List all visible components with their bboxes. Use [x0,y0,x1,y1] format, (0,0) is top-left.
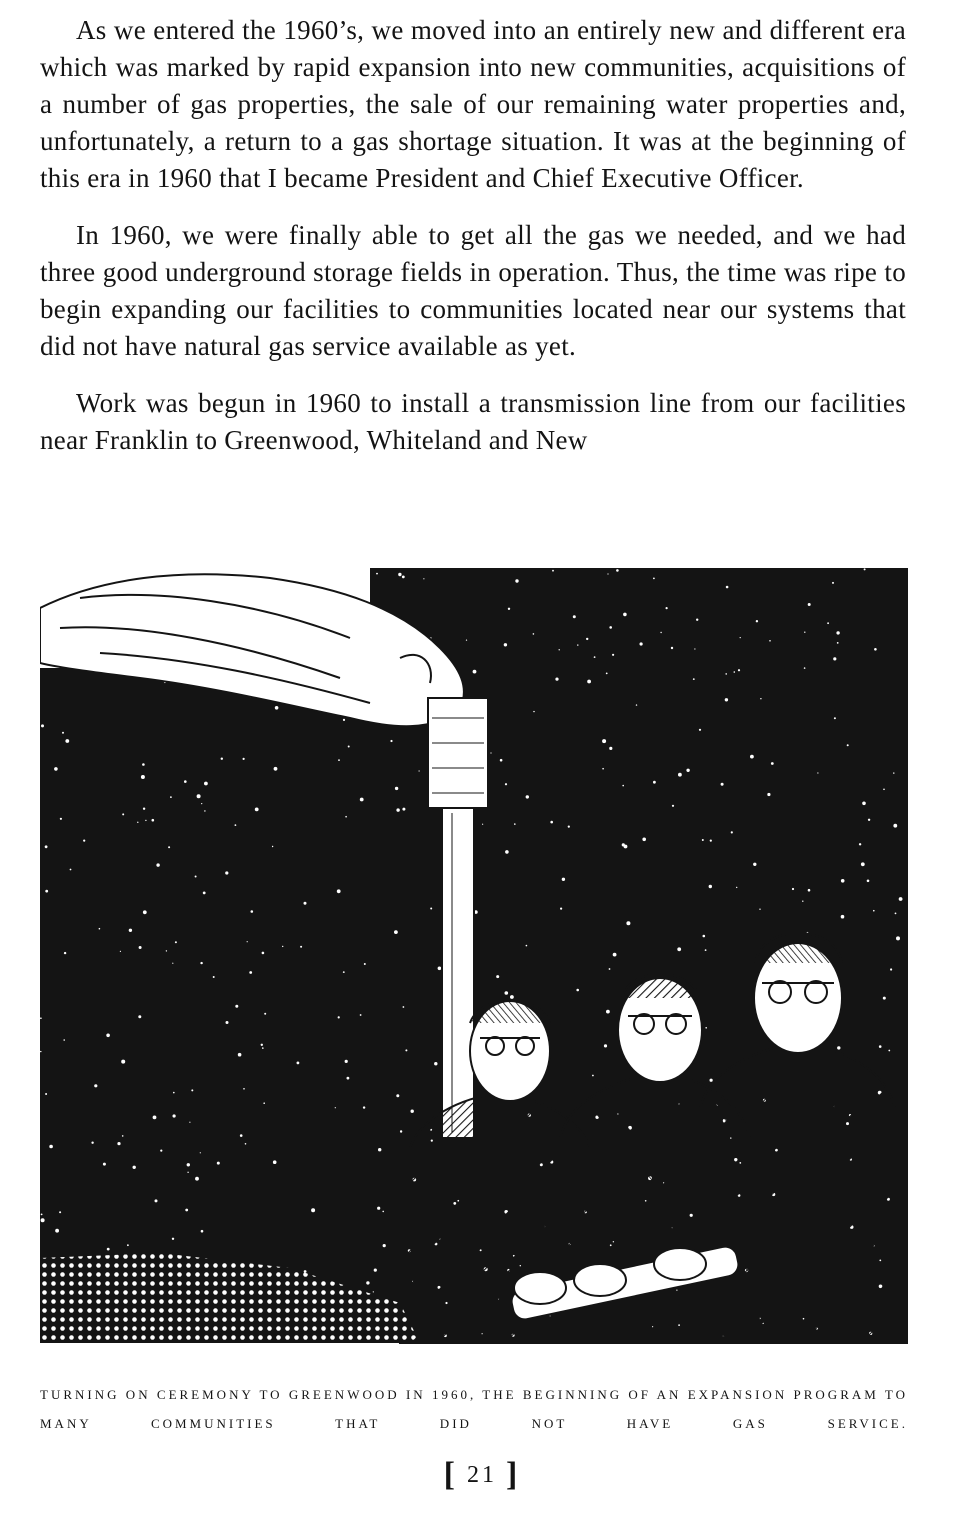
photo-caption: TURNING ON CEREMONY TO GREENWOOD IN 1960, THE BEGINNING OF AN EXPANSION PROGRAM TO MANY COMMUNITIES THAT DID NOT HAVE GAS SERVICE. [40,1387,908,1431]
page-number-value: 21 [467,1462,497,1488]
page-number [0,1456,964,1494]
ceremony-photo-illustration [40,568,908,1358]
ceremony-photo [40,568,908,1358]
paragraph-1: As we entered the 1960’s, we moved into an entirely new and different era which was marked by rapid expansion into new communities, acquisitions of a number of gas properties, the sale of our remaining water properties and, unfortunately, a return to a gas shortage situation. It was at the beginning of this era in 1960 that I became President and Chief Executive Officer. [40,15,906,193]
left-bracket-ornament: [ [443,1456,458,1493]
right-bracket-ornament: ] [506,1456,521,1493]
paragraph-2: In 1960, we were finally able to get all the gas we needed, and we had three good underground storage fields in operation. Thus, the time was ripe to begin expanding our facilities to communities located near our systems that did not have natural gas service available as yet. [40,220,906,361]
body-text [40,12,906,479]
paragraph-3: Work was begun in 1960 to install a transmission line from our facilities near Franklin to Greenwood, Whiteland and New [40,388,906,455]
